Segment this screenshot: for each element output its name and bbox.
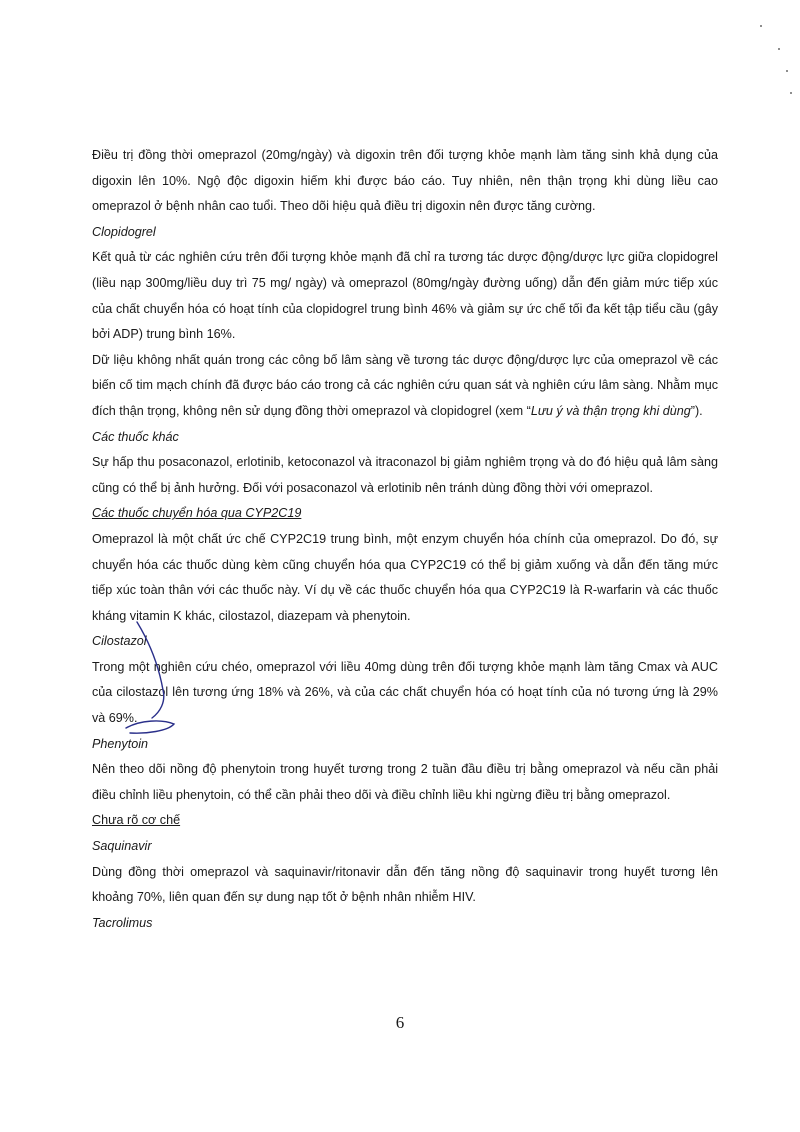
- paragraph-cilostazol: Trong một nghiên cứu chéo, omeprazol với liều 40mg dùng trên đối tượng khỏe mạnh làm tăng Cmax và AUC của cilostazol lên tương ứng 18% và 26%, và của các chất chuyển hóa có hoạt tính của nó tương ứng là 29% và 69%.: [92, 659, 718, 726]
- page-number: 6: [395, 1013, 405, 1032]
- heading-clopidogrel: Clopidogrel: [92, 224, 156, 239]
- scan-speck: [790, 92, 792, 94]
- clopidogrel-text: Dữ liệu không nhất quán trong các công bố lâm sàng về tương tác dược động/dược lực của omeprazol về các biến cố tim mạch chính đã được báo cáo trong cả các nghiên cứu quan sát và nghiên cứu lâm sàng. Nhằm mục đích thận trọng, không nên sử dụng đồng thời omeprazol và clopidogrel (xem “: [92, 352, 718, 418]
- paragraph-phenytoin: Nên theo dõi nồng độ phenytoin trong huyết tương trong 2 tuần đầu điều trị bằng omeprazol và nếu cần phải điều chỉnh liều phenytoin, có thể cần phải theo dõi và điều chỉnh liều khi ngừng điều trị bằng omeprazol.: [92, 762, 718, 802]
- scan-speck: [760, 25, 762, 27]
- document-body: [92, 143, 718, 936]
- heading-other-drugs: Các thuốc khác: [92, 429, 179, 444]
- heading-cilostazol: Cilostazol: [92, 634, 147, 649]
- heading-cyp2c19: Các thuốc chuyển hóa qua CYP2C19: [92, 506, 302, 521]
- paragraph-other-drugs: Sự hấp thu posaconazol, erlotinib, ketoconazol và itraconazol bị giảm nghiêm trọng và do đó hiệu quả lâm sàng cũng có thể bị ảnh hưởng. Đối với posaconazol và erlotinib nên tránh dùng đồng thời với omeprazol.: [92, 455, 718, 495]
- heading-tacrolimus: Tacrolimus: [92, 915, 153, 930]
- paragraph-digoxin: Điều trị đồng thời omeprazol (20mg/ngày) và digoxin trên đối tượng khỏe mạnh làm tăng sinh khả dụng của digoxin lên 10%. Ngộ độc digoxin hiếm khi được báo cáo. Tuy nhiên, nên thận trọng khi dùng liều cao omeprazol ở bệnh nhân cao tuổi. Theo dõi hiệu quả điều trị digoxin nên được tăng cường.: [92, 148, 718, 214]
- heading-saquinavir: Saquinavir: [92, 839, 152, 854]
- paragraph-saquinavir: Dùng đồng thời omeprazol và saquinavir/ritonavir dẫn đến tăng nồng độ saquinavir trong huyết tương lên khoảng 70%, liên quan đến sự dung nạp tốt ở bệnh nhân nhiễm HIV.: [92, 864, 718, 905]
- heading-phenytoin: Phenytoin: [92, 736, 149, 751]
- heading-unknown-mechanism: Chưa rõ cơ chế: [92, 813, 181, 828]
- clopidogrel-text-end: ”).: [690, 403, 703, 418]
- paragraph-clopidogrel-recommendation: [92, 348, 718, 425]
- paragraph-clopidogrel-study: Kết quả từ các nghiên cứu trên đối tượng khỏe mạnh đã chỉ ra tương tác dược động/dược lực giữa clopidogrel (liều nạp 300mg/liều duy trì 75 mg/ ngày) và omeprazol (80mg/ngày đường uống) dẫn đến giảm mức tiếp xúc của chất chuyển hóa có hoạt tính của clopidogrel trung bình 46% và giảm sự ức chế tối đa kết tập tiểu cầu (gây bởi ADP) trung bình 16%.: [92, 250, 718, 342]
- scan-speck: [786, 70, 788, 72]
- cross-reference: Lưu ý và thận trọng khi dùng: [530, 403, 691, 418]
- scan-speck: [778, 48, 780, 50]
- paragraph-cyp2c19: Omeprazol là một chất ức chế CYP2C19 trung bình, một enzym chuyển hóa chính của omeprazol. Do đó, sự chuyển hóa các thuốc dùng kèm cũng chuyển hóa qua CYP2C19 có thể bị giảm xuống và dẫn đến tăng mức tiếp xúc toàn thân với các thuốc này. Ví dụ về các thuốc chuyển hóa qua CYP2C19 là R-warfarin và các thuốc kháng vitamin K khác, cilostazol, diazepam và phenytoin.: [92, 531, 718, 623]
